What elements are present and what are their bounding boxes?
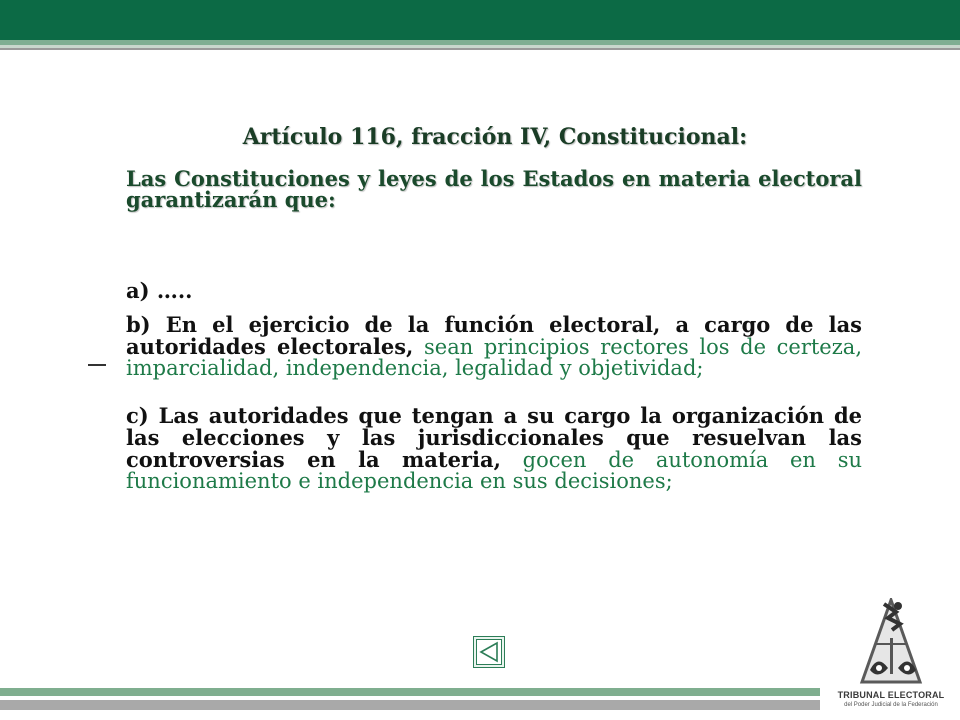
bullet-dash (88, 364, 106, 366)
item-b-highlight: sean principios rectores los de certeza, imparcialidad, independencia, legalidad y objetividad; (126, 335, 862, 380)
logo-name: TRIBUNAL ELECTORAL (837, 690, 945, 700)
item-b-lead: b) En el ejercicio de la función electoral, a cargo de las autoridades electorales, (126, 312, 862, 359)
tribunal-logo (836, 598, 946, 716)
tribunal-emblem-icon (848, 598, 934, 688)
footer-stripe-gray (0, 700, 820, 710)
back-button[interactable] (473, 636, 505, 668)
item-c-highlight: gocen de autonomía en su funcionamiento e independencia en sus decisiones; (126, 448, 863, 493)
back-triangle-icon (476, 639, 502, 665)
item-c (126, 405, 862, 492)
top-header-band (0, 0, 960, 40)
intro-paragraph: Las Constituciones y leyes de los Estados en materia electoral garantizarán que: (126, 166, 862, 212)
header-stripe (0, 48, 960, 50)
logo-subtitle: del Poder Judicial de la Federación (844, 702, 938, 708)
item-a: a) ….. (126, 278, 193, 303)
slide-title: Artículo 116, fracción IV, Constitucional: (242, 124, 748, 150)
footer-stripe-green (0, 688, 820, 696)
slide-content (126, 168, 862, 492)
item-b (126, 314, 862, 379)
item-c-lead: c) Las autoridades que tengan a su cargo la organización de las elecciones y las jurisdiccionales que resuelvan las controversias en la materia, (126, 403, 862, 472)
